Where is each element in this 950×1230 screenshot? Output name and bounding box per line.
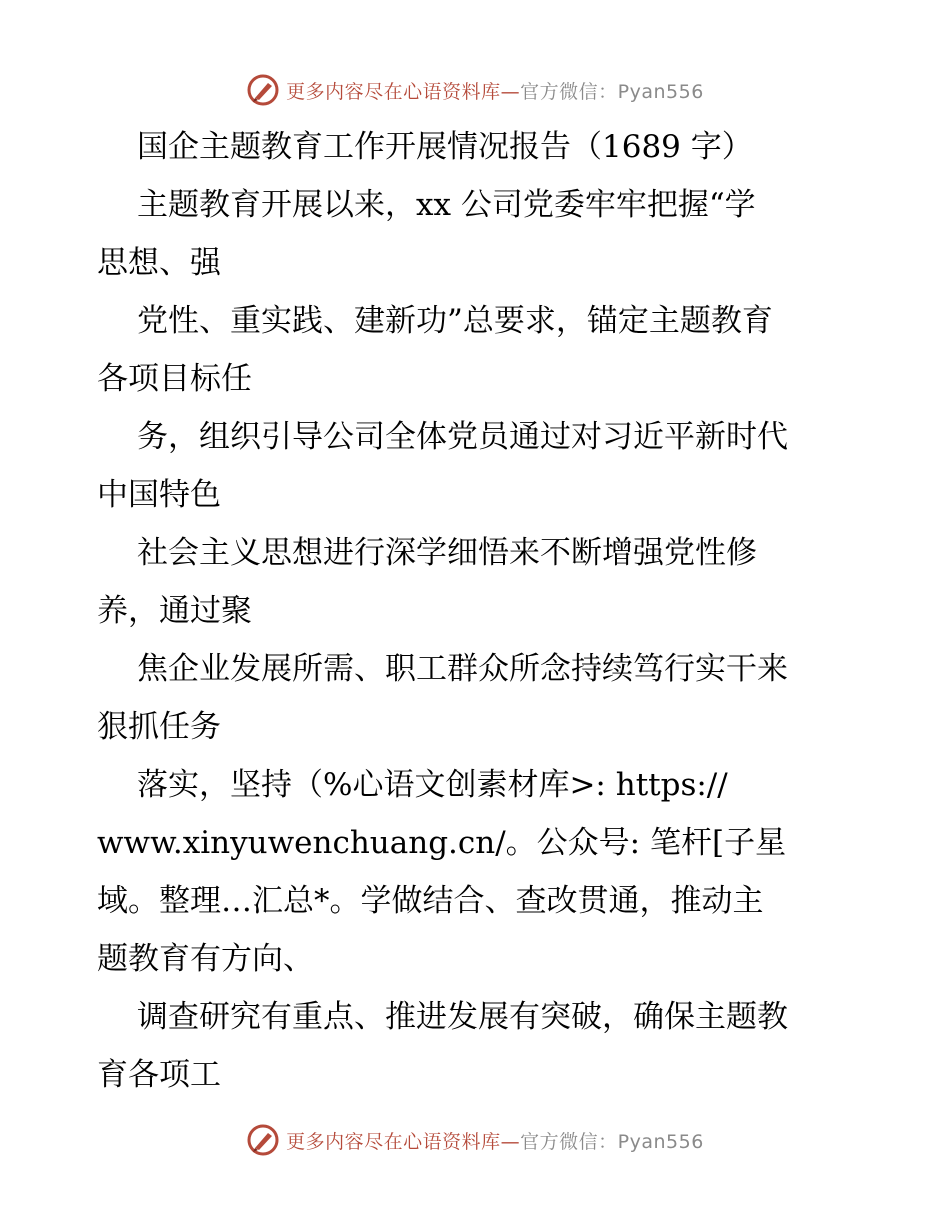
header-watermark-banner — [0, 70, 950, 110]
paragraph-line: 育各项工 — [97, 1057, 221, 1093]
paragraph-line: 养，通过聚 — [97, 593, 252, 629]
paragraph-line: 狠抓任务 — [97, 709, 221, 745]
paragraph-line: www.xinyuwenchuang.cn/。公众号: 笔杆[子星 — [97, 825, 787, 861]
pen-logo-icon — [246, 1123, 280, 1157]
paragraph-line: 各项目标任 — [97, 361, 252, 397]
paragraph-line: 焦企业发展所需、职工群众所念持续笃行实干来 — [137, 651, 788, 687]
paragraph-line: 域。整理…汇总*。学做结合、查改贯通，推动主 — [97, 883, 764, 919]
paragraph-line: 思想、强 — [97, 245, 221, 281]
paragraph-line: 务，组织引导公司全体党员通过对习近平新时代 — [137, 419, 788, 455]
paragraph-line: 中国特色 — [97, 477, 221, 513]
document-title: 国企主题教育工作开展情况报告（1689 字） — [137, 129, 753, 165]
paragraph-line: 落实，坚持（%心语文创素材库>: https:// — [137, 767, 728, 803]
paragraph-line: 党性、重实践、建新功”总要求，锚定主题教育 — [137, 303, 773, 339]
paragraph-line: 社会主义思想进行深学细悟来不断增强党性修 — [137, 535, 757, 571]
document-body — [97, 118, 867, 1104]
footer-watermark-banner — [0, 1120, 950, 1160]
paragraph-line: 调查研究有重点、推进发展有突破，确保主题教 — [137, 999, 788, 1035]
paragraph-line: 题教育有方向、 — [97, 941, 314, 977]
paragraph-line: 主题教育开展以来，xx 公司党委牢牢把握“学 — [137, 187, 756, 223]
header-banner-text: 更多内容尽在心语资料库—官方微信：Pyan556 — [286, 80, 704, 103]
footer-banner-text: 更多内容尽在心语资料库—官方微信：Pyan556 — [286, 1130, 704, 1153]
pen-logo-icon — [246, 73, 280, 107]
